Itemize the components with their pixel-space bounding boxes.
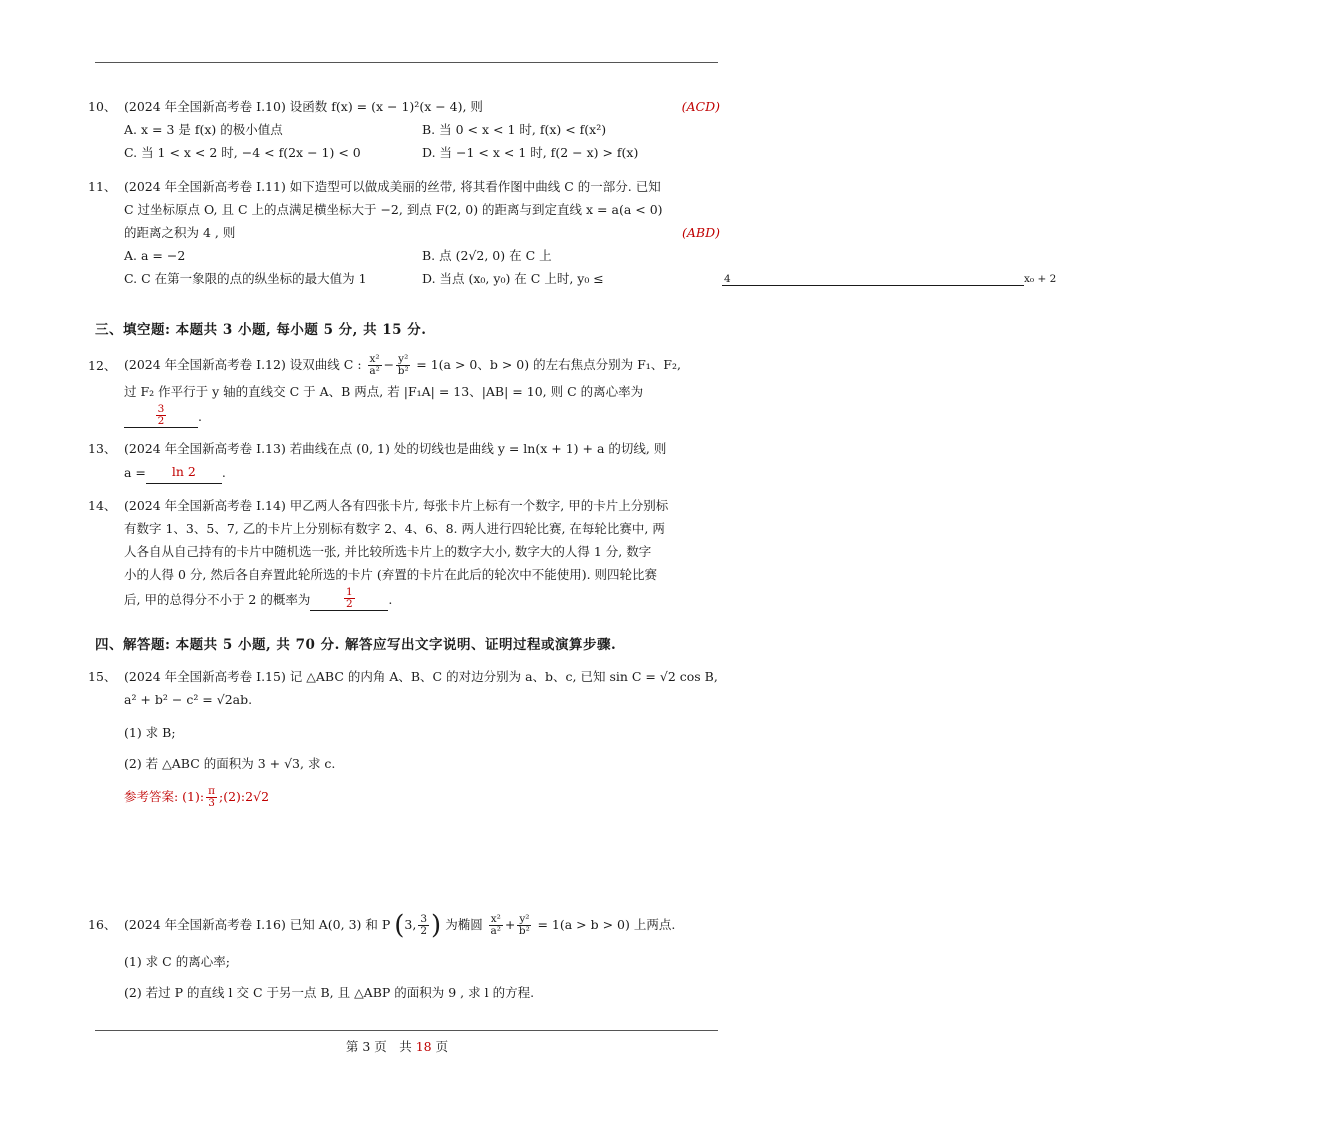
- answer-blank: ln 2: [146, 460, 222, 484]
- option-d: D. 当 −1 < x < 1 时, f(2 − x) > f(x): [422, 145, 639, 160]
- fraction: $\frac{\text{y²}}{\text{b²}}$: [397, 353, 409, 377]
- question-10: [88, 95, 720, 164]
- question-stem: (2024 年全国新高考卷 I.11) 如下造型可以做成美丽的丝带, 将其看作图中曲线 C 的一部分. 已知: [124, 179, 661, 194]
- option-d: D. 当点 (x₀, y₀) 在 C 上时, y₀ ≤ 4 x₀ + 2: [422, 271, 1057, 286]
- section-title: 三、填空题: 本题共 3 小题, 每小题 5 分, 共 15 分.: [95, 322, 427, 338]
- question-number: 16、: [88, 917, 117, 932]
- footer-rule: [95, 1030, 718, 1031]
- question-11: [88, 175, 1057, 290]
- option-b: B. 点 (2√2, 0) 在 C 上: [422, 248, 552, 263]
- answer: (ABD): [682, 225, 720, 240]
- question-stem: 的距离之积为 4 , 则: [124, 225, 236, 240]
- fraction: $\frac{\text{x²}}{\text{a²}}$: [490, 913, 501, 937]
- question-number: 15、: [88, 669, 117, 684]
- option-c: C. C 在第一象限的点的纵坐标的最大值为 1: [124, 271, 367, 286]
- fraction: $\frac{3}{2}$: [420, 913, 428, 937]
- question-stem: C 过坐标原点 O, 且 C 上的点满足横坐标大于 −2, 到点 F(2, 0) 的距离与到定直线 x = a(a < 0): [124, 202, 663, 217]
- part-2: (2) 若 △ABC 的面积为 3 + √3, 求 c.: [124, 756, 336, 771]
- fraction: $\frac{\text{x²}}{\text{a²}}$: [369, 353, 380, 377]
- question-15: 15、 (2024 年全国新高考卷 I.15) 记 △ABC 的内角 A、B、C 的对边分别为 a、b、c, 已知 sin C = √2 cos B, a² + b² − c² = √2ab. (1) 求 B; (2) 若 △ABC 的面积为 3 + √3, 求 c. 参考答案: (1): $\frac{\pi}{3}$ ;(2):2√2: [88, 665, 720, 809]
- question-12: 12、 (2024 年全国新高考卷 I.12) 设双曲线 C : $\frac{\text{x²}}{\text{a²}}$ − $\frac{\text{y²}}{\text{b²}}$ = 1(a > 0、b > 0) 的左右焦点分别为 F₁、F₂, 过 F₂ 作平行于 y 轴的直线交 C 于 A、B 两点, 若 |F₁A| = 13、|AB| = 10, 则 C 的离心率为 $\frac{3}{2}$ .: [88, 353, 681, 427]
- question-number: 14、: [88, 498, 117, 513]
- part-1: (1) 求 B;: [124, 725, 176, 740]
- part-2: (2) 若过 P 的直线 l 交 C 于另一点 B, 且 △ABP 的面积为 9 , 求 l 的方程.: [124, 985, 535, 1000]
- question-14: 14、 (2024 年全国新高考卷 I.14) 甲乙两人各有四张卡片, 每张卡片上标有一个数字, 甲的卡片上分别标 有数字 1、3、5、7, 乙的卡片上分别标有数字 2、4、6、8. 两人进行四轮比赛, 在每轮比赛中, 两 人各自从自己持有的卡片中随机选一张, 并比较所选卡片上的数字大小, 数字大的人得 1 分, 数字 小的人得 0 分, 然后各自弃置此轮所选的卡片 (弃置的卡片在此后的轮次中不能使用). 则四轮比赛 后, 甲的总得分不小于 2 的概率为 $\frac{1}{2}$ .: [88, 494, 720, 611]
- part-1: (1) 求 C 的离心率;: [124, 954, 230, 969]
- fraction: 4 x₀ + 2: [724, 272, 1057, 285]
- answer-blank: $\frac{1}{2}$: [310, 586, 388, 611]
- reference-answer: 参考答案: (1): $\frac{\pi}{3}$ ;(2):2√2: [124, 785, 270, 809]
- question-number: 12、: [88, 358, 117, 373]
- question-number: 10、: [88, 99, 117, 114]
- option-b: B. 当 0 < x < 1 时, f(x) < f(x²): [422, 122, 607, 137]
- option-a: A. x = 3 是 f(x) 的极小值点: [124, 122, 283, 137]
- answer-blank: $\frac{3}{2}$: [124, 403, 198, 428]
- option-a: A. a = −2: [124, 248, 186, 263]
- section-title: 四、解答题: 本题共 5 小题, 共 70 分. 解答应写出文字说明、证明过程或演算步骤.: [95, 637, 617, 653]
- header-rule: [95, 62, 718, 63]
- question-13: 13、 (2024 年全国新高考卷 I.13) 若曲线在点 (0, 1) 处的切线也是曲线 y = ln(x + 1) + a 的切线, 则 a = ln 2 .: [88, 437, 720, 484]
- page-footer: 第 3 页 共 18 页: [345, 1039, 449, 1054]
- fraction: $\frac{\text{y²}}{\text{b²}}$: [518, 913, 530, 937]
- question-number: 11、: [88, 179, 117, 194]
- answer: (ACD): [681, 99, 720, 114]
- question-number: 13、: [88, 441, 117, 456]
- question-16: 16、 (2024 年全国新高考卷 I.16) 已知 A(0, 3) 和 P (3, $\frac{3}{2}$ ) 为椭圆 $\frac{\text{x²}}{\text{a²}}$ + $\frac{\text{y²}}{\text{b²}}$ = 1(a > b > 0) 上两点. (1) 求 C 的离心率; (2) 若过 P 的直线 l 交 C 于另一点 B, 且 △ABP 的面积为 9 , 求 l 的方程.: [88, 908, 720, 1004]
- question-stem: (2024 年全国新高考卷 I.10) 设函数 f(x) = (x − 1)²(x − 4), 则: [124, 99, 483, 114]
- total-pages: 18: [415, 1039, 432, 1054]
- option-c: C. 当 1 < x < 2 时, −4 < f(2x − 1) < 0: [124, 145, 361, 160]
